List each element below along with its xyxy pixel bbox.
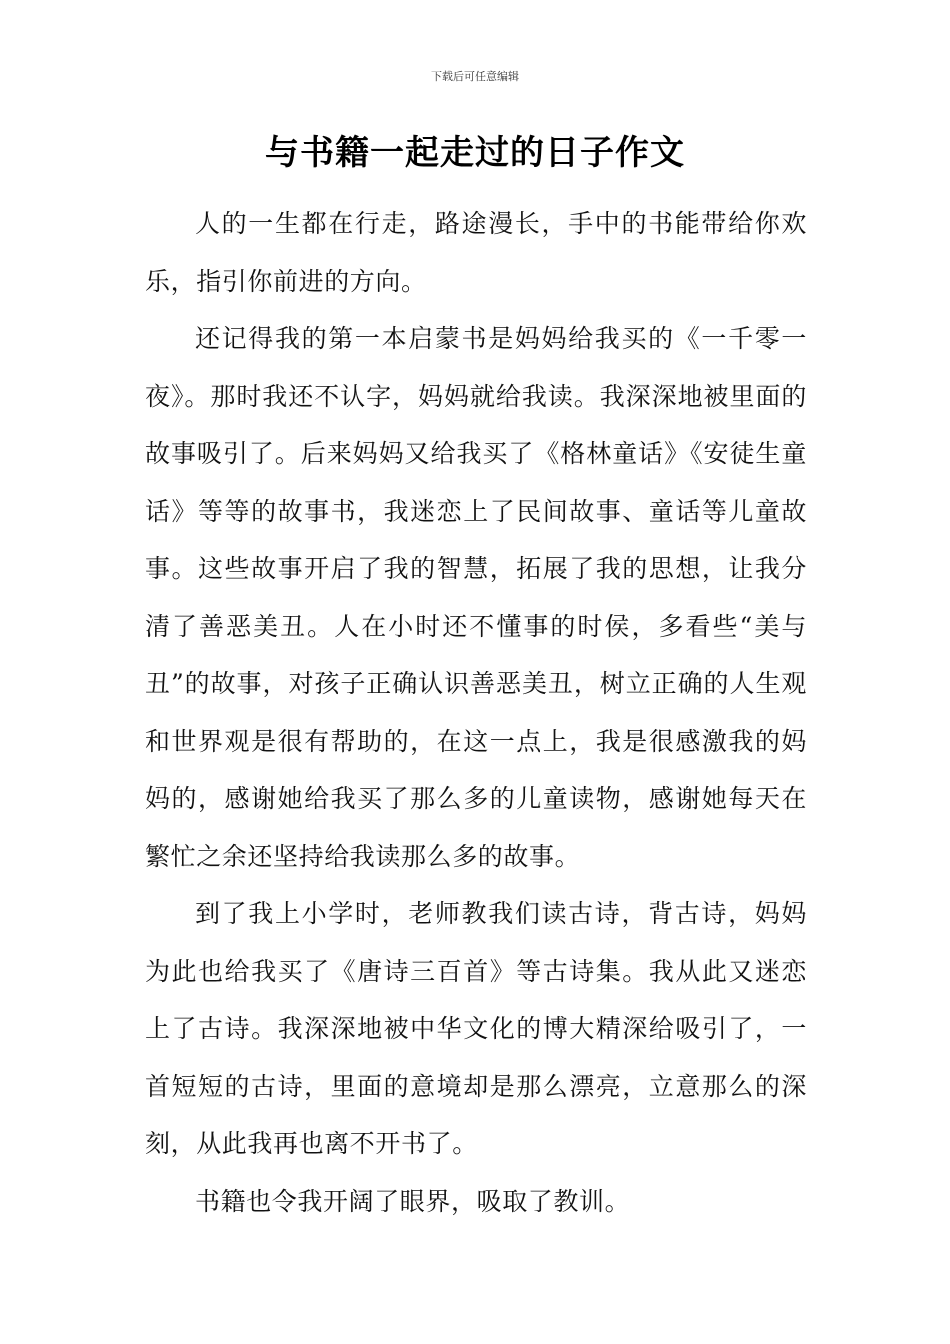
document-body — [145, 195, 807, 1230]
paragraph-2: 还记得我的第一本启蒙书是妈妈给我买的《一千零一夜》。那时我还不认字，妈妈就给我读。我深深地被里面的故事吸引了。后来妈妈又给我买了《格林童话》《安徒生童话》等等的故事书，我迷恋上了民间故事、童话等儿童故事。这些故事开启了我的智慧，拓展了我的思想，让我分清了善恶美丑。人在小时还不懂事的时侯，多看些“美与丑”的故事，对孩子正确认识善恶美丑，树立正确的人生观和世界观是很有帮助的，在这一点上，我是很感激我的妈妈的，感谢她给我买了那么多的儿童读物，感谢她每天在繁忙之余还坚持给我读那么多的故事。 — [145, 324, 807, 871]
header-note: 下载后可任意编辑 — [431, 70, 519, 83]
paragraph-4: 书籍也令我开阔了眼界，吸取了教训。 — [195, 1186, 631, 1216]
paragraph-1: 人的一生都在行走，路途漫长，手中的书能带给你欢乐，指引你前进的方向。 — [145, 209, 807, 296]
paragraph-3: 到了我上小学时，老师教我们读古诗，背古诗，妈妈为此也给我买了《唐诗三百首》等古诗集。我从此又迷恋上了古诗。我深深地被中华文化的博大精深给吸引了，一首短短的古诗，里面的意境却是那么漂亮，立意那么的深刻，从此我再也离不开书了。 — [145, 899, 807, 1158]
document-title: 与书籍一起走过的日子作文 — [265, 133, 685, 173]
